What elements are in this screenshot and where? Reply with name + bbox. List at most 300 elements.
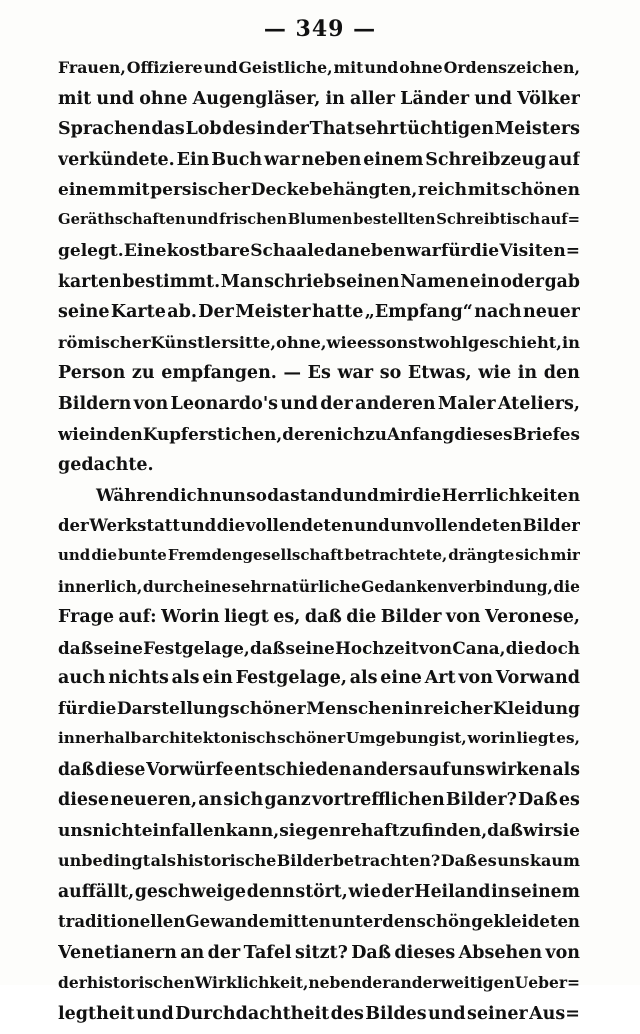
word: Bilder — [277, 851, 332, 870]
word: von — [419, 638, 452, 658]
word: Bildern — [58, 394, 131, 414]
word: als — [553, 760, 580, 780]
word: Gedankenverbindung, — [361, 577, 553, 596]
word: Während — [96, 485, 180, 505]
word: schöner — [277, 729, 345, 747]
word: des — [331, 1004, 364, 1024]
word: ohne, — [276, 333, 326, 352]
word: Offiziere — [127, 58, 203, 77]
word: uns — [497, 851, 529, 870]
word: zu — [365, 424, 387, 444]
word: auch — [58, 668, 105, 688]
word: mit — [468, 180, 500, 200]
word: wie — [348, 882, 380, 902]
word: auffällt, — [58, 882, 134, 902]
word: Art — [425, 668, 456, 688]
word: eine — [380, 668, 422, 688]
word: ein — [202, 668, 233, 688]
word: Bilder? — [446, 790, 517, 810]
word: nicht — [92, 821, 141, 841]
text-line — [58, 89, 580, 120]
word: dieses — [454, 424, 512, 444]
word: gedachte. — [58, 455, 154, 475]
word: ohne — [399, 58, 442, 77]
word: von — [545, 943, 580, 963]
word: Kupferstichen, — [143, 424, 282, 444]
text-line — [58, 424, 580, 455]
word: der — [58, 516, 89, 535]
word: liegt — [517, 729, 556, 747]
word: auf — [548, 150, 580, 170]
word: innerhalb — [58, 729, 141, 747]
word: den — [108, 424, 143, 444]
word: sich — [223, 790, 263, 810]
word: neuer — [523, 302, 580, 322]
word: mit — [334, 58, 364, 77]
text-line — [58, 577, 580, 608]
word: ich — [180, 485, 209, 505]
text-line — [58, 302, 580, 333]
word: Darstellung — [117, 699, 229, 719]
text-line — [58, 241, 580, 272]
word: war — [406, 241, 441, 261]
word: an — [180, 943, 204, 963]
word: worin — [468, 729, 516, 747]
text-line — [58, 638, 580, 669]
word: in — [256, 119, 275, 139]
word: drängte — [448, 546, 514, 564]
word: mir — [379, 485, 412, 505]
word: Briefes — [513, 424, 580, 444]
word: und — [204, 58, 238, 77]
word: Lob — [185, 119, 221, 139]
word: die — [470, 241, 499, 261]
word: als — [350, 668, 378, 688]
word: — — [284, 363, 302, 383]
word: Vorwürfe — [146, 760, 233, 780]
word: Cana, — [452, 638, 505, 658]
word: hatte — [312, 302, 363, 322]
word: der — [276, 119, 309, 139]
word: nach — [474, 302, 521, 322]
word: in — [325, 89, 344, 109]
word: mitten — [269, 912, 330, 931]
word: denn — [247, 882, 295, 902]
word: traditionellen — [58, 912, 185, 931]
word: als — [151, 851, 176, 870]
word: unvollendeten — [390, 516, 522, 535]
paragraph-2 — [58, 485, 580, 1034]
word: Frauen, — [58, 58, 126, 77]
word: und — [58, 546, 90, 564]
word: geschieht, — [468, 333, 562, 352]
word: nichts — [108, 668, 169, 688]
word: sich — [515, 546, 549, 564]
word: die — [506, 638, 535, 658]
word: daß — [487, 821, 523, 841]
text-line — [58, 851, 580, 882]
word: zu — [132, 363, 155, 383]
word: Bildes — [365, 1004, 426, 1024]
text-line — [58, 912, 580, 943]
word: und — [280, 394, 318, 414]
text-line — [58, 211, 580, 242]
text-line — [58, 150, 580, 181]
word: Geistliche, — [238, 58, 332, 77]
word: vortrefflichen — [312, 790, 445, 810]
text-line — [58, 58, 580, 89]
word: römischer — [58, 333, 151, 352]
word: es — [357, 333, 377, 352]
word: Meister — [235, 302, 310, 322]
word: als — [172, 668, 200, 688]
word: Maler — [438, 394, 496, 414]
paragraph-1 — [58, 58, 580, 485]
word: Person — [58, 363, 125, 383]
word: auf — [418, 760, 449, 780]
word: aller — [350, 89, 395, 109]
word: Völker — [517, 89, 580, 109]
word: Man — [221, 272, 264, 292]
word: die — [412, 485, 441, 505]
word: war — [264, 150, 300, 170]
word: in — [491, 882, 510, 902]
word: unter — [331, 912, 382, 931]
word: mir — [550, 546, 579, 564]
word: das — [151, 119, 184, 139]
word: vollendeten — [246, 516, 354, 535]
word: ich — [336, 424, 365, 444]
word: Menschen — [306, 699, 403, 719]
word: Karte — [111, 302, 166, 322]
word: deren — [282, 424, 336, 444]
text-line — [58, 607, 580, 638]
word: ganz — [264, 790, 310, 810]
word: bunte — [118, 546, 167, 564]
word: stand — [290, 485, 342, 505]
word: Wirklichkeit, — [195, 973, 308, 992]
word: seinen — [336, 272, 399, 292]
word: nun — [209, 485, 246, 505]
word: einem — [363, 150, 423, 170]
word: legtheit — [58, 1004, 135, 1024]
word: „Empfang“ — [365, 302, 473, 322]
text-line — [58, 333, 580, 364]
word: Leonardo's — [171, 394, 279, 414]
text-line — [58, 973, 580, 1004]
word: daß — [58, 760, 94, 780]
word: die — [217, 516, 245, 535]
word: daß — [58, 638, 93, 658]
word: kaum — [530, 851, 580, 870]
text-line — [58, 516, 580, 547]
word: sehr — [355, 119, 398, 139]
word: stört, — [296, 882, 348, 902]
word: die — [87, 699, 116, 719]
word: seine — [94, 638, 143, 658]
word: Daß — [441, 851, 477, 870]
text-line — [58, 729, 580, 760]
word: sitzt? — [295, 943, 348, 963]
word: von — [134, 394, 169, 414]
word: reicher — [424, 699, 493, 719]
word: Heiland — [414, 882, 490, 902]
word: reich — [418, 180, 467, 200]
word: daß — [305, 607, 342, 627]
word: neueren, — [110, 790, 197, 810]
word: auf: — [119, 607, 157, 627]
word: gelegt. — [58, 241, 124, 261]
word: es — [559, 790, 580, 810]
word: entschieden — [234, 760, 351, 780]
word: Künstlersitte, — [151, 333, 276, 352]
word: in — [518, 363, 537, 383]
word: Tafel — [244, 943, 292, 963]
word: behängten, — [310, 180, 417, 200]
text-line — [58, 455, 580, 486]
word: so — [380, 363, 402, 383]
word: der — [362, 973, 391, 992]
word: tüchtigen — [399, 119, 494, 139]
word: frischen — [219, 211, 287, 228]
word: dieses — [394, 943, 455, 963]
word: Buch — [211, 150, 262, 170]
word: Absehen — [459, 943, 542, 963]
word: Bilder — [523, 516, 580, 535]
word: anderen — [355, 394, 436, 414]
word: neben — [301, 150, 361, 170]
word: Schaale — [250, 241, 324, 261]
word: der — [58, 973, 87, 992]
word: des — [222, 119, 255, 139]
word: sie — [553, 821, 580, 841]
word: und — [343, 485, 379, 505]
word: architektonisch — [142, 729, 276, 747]
word: ist, — [440, 729, 467, 747]
word: Worin — [161, 607, 220, 627]
word: kann, — [226, 821, 279, 841]
word: Namen — [400, 272, 469, 292]
word: bestellten — [353, 211, 435, 228]
word: mit — [117, 180, 149, 200]
word: in — [90, 424, 109, 444]
word: und — [96, 89, 134, 109]
word: Werkstatt — [89, 516, 180, 535]
word: die — [346, 607, 376, 627]
word: die — [553, 577, 580, 596]
word: Etwas, — [408, 363, 472, 383]
word: auf= — [541, 211, 580, 228]
word: daneben — [325, 241, 406, 261]
word: Umgebung — [346, 729, 439, 747]
word: Ordenszeichen, — [444, 58, 580, 77]
word: Fremdengesellschaft — [168, 546, 344, 564]
word: von — [458, 668, 493, 688]
word: war — [337, 363, 373, 383]
word: Anfang — [387, 424, 454, 444]
word: Eine — [124, 241, 167, 261]
text-line — [58, 760, 580, 791]
word: anderweitigen — [390, 973, 514, 992]
word: liegt — [224, 607, 269, 627]
text-line — [58, 699, 580, 730]
word: wie — [327, 333, 358, 352]
word: Kleidung — [493, 699, 580, 719]
word: wir — [523, 821, 553, 841]
word: und — [474, 89, 512, 109]
word: Aus= — [529, 1004, 580, 1024]
word: Durchdachtheit — [175, 1004, 329, 1024]
text-line — [58, 394, 580, 425]
word: für — [441, 241, 470, 261]
word: persischer — [150, 180, 250, 200]
word: schönen — [501, 180, 580, 200]
word: und — [364, 58, 398, 77]
word: Frage — [58, 607, 114, 627]
word: innerlich, — [58, 577, 142, 596]
word: sehr — [232, 577, 270, 596]
word: an — [198, 790, 222, 810]
word: einem — [58, 180, 116, 200]
word: finden, — [421, 821, 487, 841]
word: wirken — [486, 760, 552, 780]
word: seine — [58, 302, 110, 322]
word: ab. — [167, 302, 197, 322]
word: Venetianern — [58, 943, 177, 963]
word: natürliche — [270, 577, 360, 596]
word: so — [246, 485, 267, 505]
word: Der — [198, 302, 234, 322]
word: Decke — [251, 180, 310, 200]
word: daß — [250, 638, 285, 658]
word: den — [544, 363, 580, 383]
word: Ateliers, — [498, 394, 580, 414]
word: doch — [535, 638, 580, 658]
word: Es — [308, 363, 331, 383]
text-line — [58, 1004, 580, 1034]
word: verkündete. — [58, 150, 175, 170]
text-line — [58, 790, 580, 821]
word: Festgelage, — [236, 668, 347, 688]
word: neben — [308, 973, 361, 992]
text-line — [58, 180, 580, 211]
word: gekleideten — [471, 912, 580, 931]
word: in — [404, 699, 423, 719]
word: und — [428, 1004, 466, 1024]
text-line — [58, 668, 580, 699]
word: That — [310, 119, 355, 139]
word: es — [478, 851, 497, 870]
word: seinem — [511, 882, 580, 902]
word: diese — [95, 760, 145, 780]
word: uns — [58, 821, 92, 841]
word: Schreibtisch — [436, 211, 540, 228]
word: betrachtete, — [344, 546, 447, 564]
word: Daß — [518, 790, 558, 810]
word: empfangen. — [161, 363, 277, 383]
word: diese — [58, 790, 109, 810]
word: Hochzeit — [335, 638, 419, 658]
word: Augengläser, — [193, 89, 321, 109]
word: uns — [450, 760, 485, 780]
word: wie — [478, 363, 511, 383]
word: einfallen — [142, 821, 226, 841]
word: Vorwand — [496, 668, 580, 688]
word: Meisters — [495, 119, 580, 139]
text-line — [58, 363, 580, 394]
word: durch — [143, 577, 194, 596]
word: eine — [194, 577, 231, 596]
text-line — [58, 943, 580, 974]
word: da — [267, 485, 290, 505]
word: Geräthschaften — [58, 211, 186, 228]
word: karten — [58, 272, 122, 292]
word: unbedingt — [58, 851, 150, 870]
word: es, — [273, 607, 300, 627]
text-line — [58, 882, 580, 913]
word: genrehaft — [306, 821, 399, 841]
word: und — [187, 211, 219, 228]
word: schöner — [230, 699, 306, 719]
word: in — [562, 333, 580, 352]
word: Daß — [351, 943, 391, 963]
word: für — [58, 699, 87, 719]
word: Festgelage, — [143, 638, 250, 658]
word: ohne — [139, 89, 187, 109]
word: schrieb — [264, 272, 335, 292]
word: anders — [352, 760, 418, 780]
word: Herrlichkeiten — [442, 485, 580, 505]
word: Ueber= — [515, 973, 580, 992]
word: von — [446, 607, 481, 627]
word: kostbare — [167, 241, 250, 261]
word: gab — [545, 272, 580, 292]
word: historische — [176, 851, 276, 870]
word: den — [382, 912, 416, 931]
text-line — [58, 821, 580, 852]
word: schön — [417, 912, 471, 931]
word: die — [91, 546, 117, 564]
word: Schreibzeug — [425, 150, 546, 170]
word: Gewande — [186, 912, 270, 931]
word: Veronese, — [485, 607, 580, 627]
word: Bilder — [381, 607, 442, 627]
word: Ein — [177, 150, 210, 170]
word: Blumen — [288, 211, 353, 228]
word: der — [320, 394, 353, 414]
word: geschweige — [135, 882, 246, 902]
text-line — [58, 272, 580, 303]
word: sie — [279, 821, 306, 841]
body-text — [58, 58, 580, 1034]
word: betrachten? — [333, 851, 441, 870]
word: wie — [58, 424, 89, 444]
text-line — [58, 119, 580, 150]
word: der — [208, 943, 241, 963]
word: sonst — [377, 333, 425, 352]
word: ein — [470, 272, 500, 292]
word: und — [136, 1004, 174, 1024]
word: Sprachen — [58, 119, 151, 139]
word: historischen — [87, 973, 195, 992]
word: und — [354, 516, 390, 535]
word: zu — [399, 821, 421, 841]
word: bestimmt. — [122, 272, 220, 292]
text-line — [58, 546, 580, 577]
word: wohl — [425, 333, 468, 352]
word: mit — [58, 89, 91, 109]
page-number: — 349 — — [0, 16, 640, 42]
